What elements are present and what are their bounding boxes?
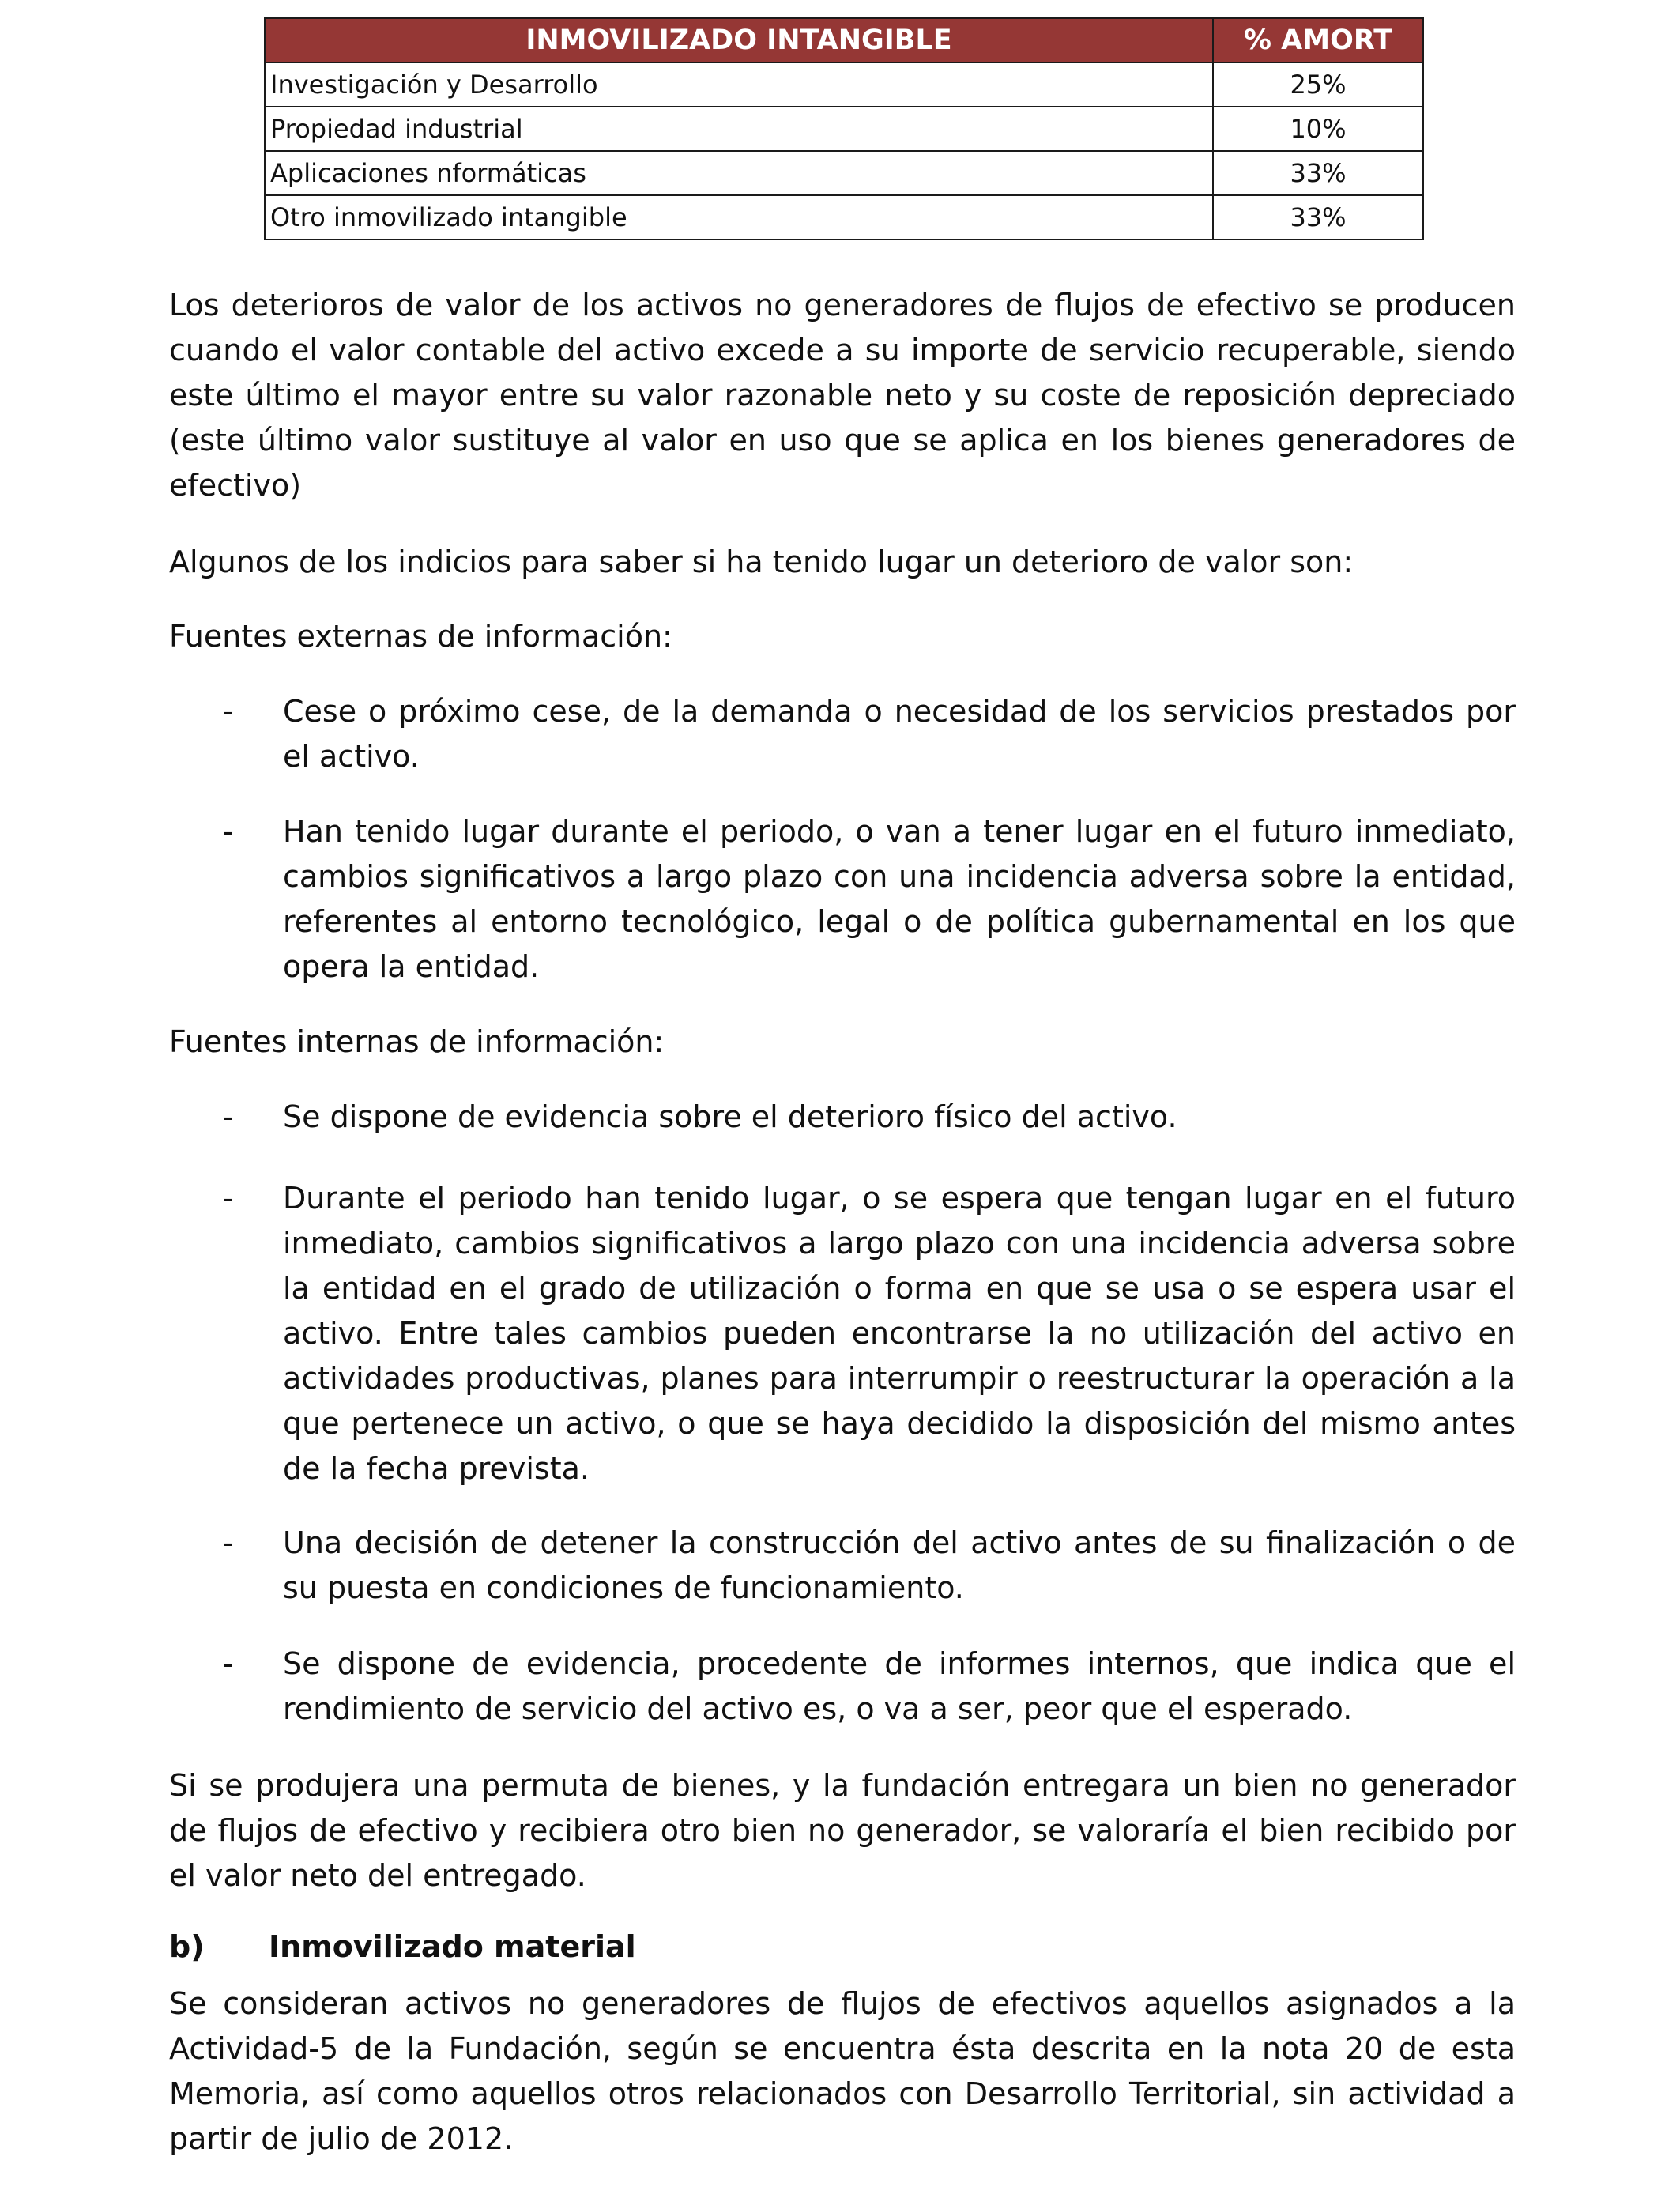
list-item-text: Se dispone de evidencia, procedente de informes internos, que indica que el rendimiento de servicio del activo es, o va a ser, peor que el esperado. <box>283 1646 1516 1726</box>
header-pct-amort: % AMORT <box>1213 18 1423 62</box>
list-item <box>169 1176 1516 1491</box>
table-row <box>265 195 1423 239</box>
paragraph-indicios: Algunos de los indicios para saber si ha tenido lugar un deterioro de valor son: <box>169 545 1354 579</box>
paragraph-activos-no-generadores: Se consideran activos no generadores de flujos de efectivos aquellos asignados a la Actividad-5 de la Fundación, según se encuentra ésta descrita en la nota 20 de esta Memoria, así como aquellos otros relacionados con Desarrollo Territorial, sin actividad a partir de julio de 2012. <box>169 1986 1516 2156</box>
row-name: Aplicaciones nformáticas <box>265 151 1213 195</box>
row-name: Investigación y Desarrollo <box>265 62 1213 107</box>
subtitle-fuentes-internas: Fuentes internas de información: <box>169 1024 665 1059</box>
section-title: Inmovilizado material <box>269 1929 636 1964</box>
amortization-table <box>264 17 1424 240</box>
list-item-text: Cese o próximo cese, de la demanda o necesidad de los servicios prestados por el activo. <box>283 694 1516 774</box>
bullet-dash: - <box>223 694 234 729</box>
bullet-dash: - <box>223 814 234 849</box>
bullet-dash: - <box>223 1099 234 1134</box>
table-row <box>265 107 1423 151</box>
bullet-dash: - <box>223 1525 234 1560</box>
row-pct: 10% <box>1213 107 1423 151</box>
table-row <box>265 151 1423 195</box>
table-header-row <box>265 18 1423 62</box>
list-item-text: Durante el periodo han tenido lugar, o se espera que tengan lugar en el futuro inmediato, cambios significativos a largo plazo con una incidencia adversa sobre la entidad en el grado de utilización o forma en que se usa o se espera usar el activo. Entre tales cambios pueden encontrarse la no utilización del activo en actividades productivas, planes para interrumpir o reestructurar la operación a la que pertenece un activo, o que se haya decidido la disposición del mismo antes de la fecha prevista. <box>283 1181 1516 1486</box>
bullet-dash: - <box>223 1181 234 1216</box>
header-intangible: INMOVILIZADO INTANGIBLE <box>265 18 1213 62</box>
paragraph-permuta: Si se produjera una permuta de bienes, y la fundación entregara un bien no generador de flujos de efectivo y recibiera otro bien no generador, se valoraría el bien recibido por el valor neto del entregado. <box>169 1768 1516 1893</box>
subtitle-fuentes-externas: Fuentes externas de información: <box>169 619 672 654</box>
list-item <box>169 1521 1516 1611</box>
row-pct: 33% <box>1213 151 1423 195</box>
list-item <box>169 689 1516 779</box>
section-heading <box>169 1924 636 1970</box>
list-item-text: Se dispone de evidencia sobre el deterioro físico del activo. <box>283 1099 1177 1134</box>
bullet-dash: - <box>223 1646 234 1681</box>
row-name: Otro inmovilizado intangible <box>265 195 1213 239</box>
list-item <box>169 809 1516 990</box>
list-item <box>169 1095 1516 1140</box>
paragraph-deterioros: Los deterioros de valor de los activos no generadores de flujos de efectivo se producen cuando el valor contable del activo excede a su importe de servicio recuperable, siendo este último el mayor entre su valor razonable neto y su coste de reposición depreciado (este último valor sustituye al valor en uso que se aplica en los bienes generadores de efectivo) <box>169 288 1516 503</box>
list-item-text: Han tenido lugar durante el periodo, o van a tener lugar en el futuro inmediato, cambios significativos a largo plazo con una incidencia adversa sobre la entidad, referentes al entorno tecnológico, legal o de política gubernamental en los que opera la entidad. <box>283 814 1516 984</box>
row-pct: 33% <box>1213 195 1423 239</box>
table-row <box>265 62 1423 107</box>
row-name: Propiedad industrial <box>265 107 1213 151</box>
section-letter: b) <box>169 1929 205 1964</box>
list-item <box>169 1642 1516 1732</box>
row-pct: 25% <box>1213 62 1423 107</box>
list-item-text: Una decisión de detener la construcción del activo antes de su finalización o de su puesta en condiciones de funcionamiento. <box>283 1525 1516 1605</box>
